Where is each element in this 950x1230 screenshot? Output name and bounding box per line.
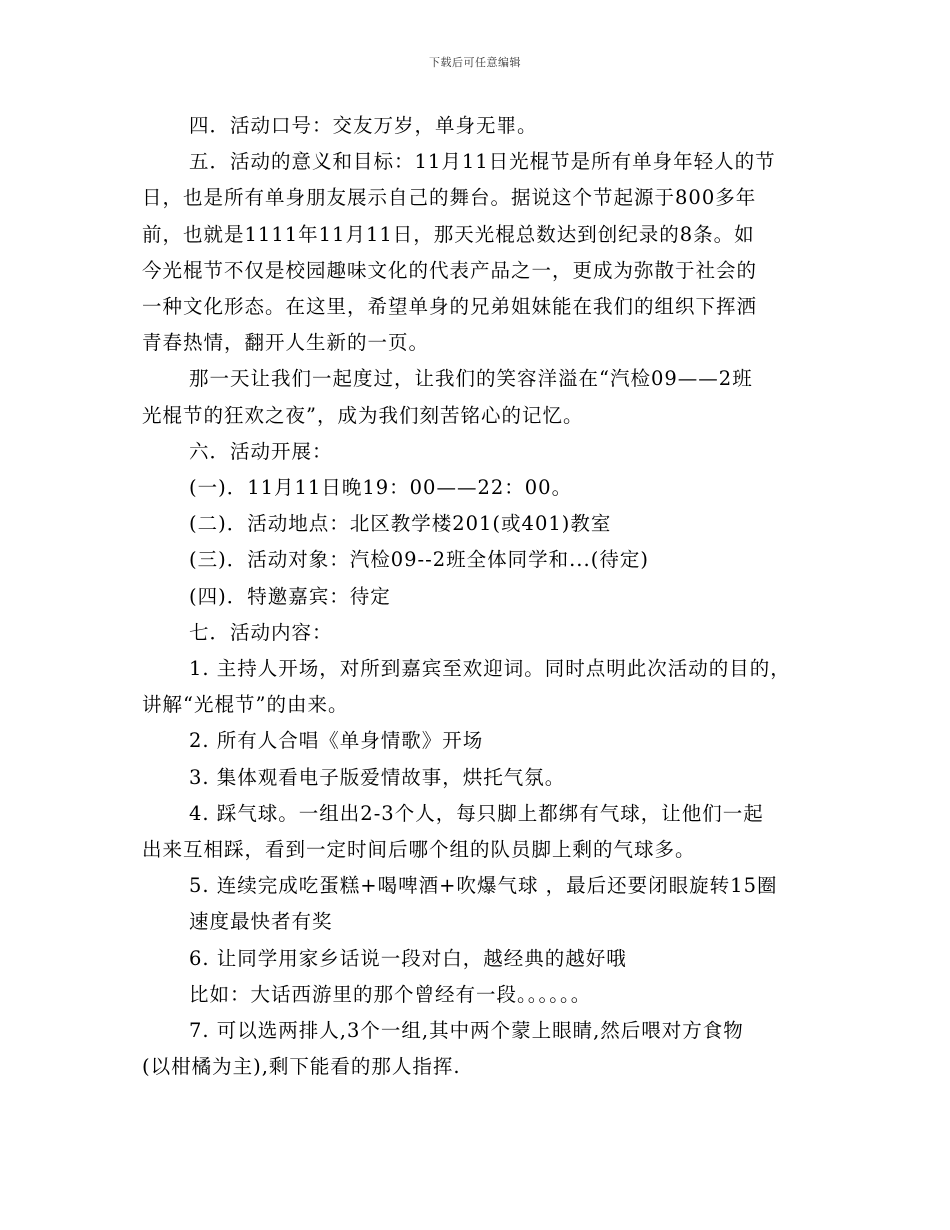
text-line: 今光棍节不仅是校园趣味文化的代表产品之一，更成为弥散于社会的 (142, 258, 758, 282)
text-line: 四．活动口号：交友万岁，单身无罪。 (189, 114, 538, 137)
text-line: (以柑橘为主),剩下能看的那人指挥. (142, 1055, 461, 1079)
text-line: 日，也是所有单身朋友展示自己的舞台。据说这个节起源于800多年 (142, 186, 757, 210)
text-line: (四)．特邀嘉宾：待定 (189, 584, 391, 608)
text-line: 前，也就是1111年11月11日，那天光棍总数达到创纪录的8条。如 (142, 222, 755, 246)
section-heading: 六．活动开展： (189, 439, 333, 463)
text-line: (二)．活动地点：北区教学楼201(或401)教室 (189, 512, 612, 536)
text-line: 比如：大话西游里的那个曾经有一段。。。。。。 (189, 982, 592, 1006)
text-line: 5. 连续完成吃蛋糕+喝啤酒+吹爆气球 ，最后还要闭眼旋转15圈 (189, 874, 778, 898)
section-heading: 七．活动内容： (189, 620, 333, 644)
text-line: 2. 所有人合唱《单身情歌》开场 (189, 729, 484, 753)
page-header: 下载后可任意编辑 (429, 56, 521, 69)
text-line: 速度最快者有奖 (189, 910, 333, 934)
text-line: 7. 可以选两排人,3个一组,其中两个蒙上眼睛,然后喂对方食物 (189, 1019, 744, 1043)
text-line: (一)．11月11日晚19：00——22：00。 (189, 476, 573, 500)
text-line: 那一天让我们一起度过，让我们的笑容洋溢在“汽检09——2班 (189, 367, 753, 391)
text-line: (三)．活动对象：汽检09--2班全体同学和...(待定) (189, 548, 649, 572)
text-line: 五．活动的意义和目标：11月11日光棍节是所有单身年轻人的节 (189, 150, 776, 174)
text-line: 1. 主持人开场，对所到嘉宾至欢迎词。同时点明此次活动的目的， (189, 657, 791, 681)
text-line: 一种文化形态。在这里，希望单身的兄弟姐妹能在我们的组织下挥洒 (142, 295, 758, 319)
text-line: 青春热情，翻开人生新的一页。 (142, 331, 430, 355)
document-body (142, 108, 822, 1085)
text-line: 讲解“光棍节”的由来。 (142, 693, 349, 717)
text-line: 光棍节的狂欢之夜”，成为我们刻苦铭心的记忆。 (142, 403, 584, 427)
text-line: 3. 集体观看电子版爱情故事，烘托气氛。 (189, 765, 566, 789)
text-line: 4. 踩气球。一组出2-3个人，每只脚上都绑有气球，让他们一起 (189, 801, 764, 825)
text-line: 6. 让同学用家乡话说一段对白，越经典的越好哦 (189, 946, 627, 970)
text-line: 出来互相踩，看到一定时间后哪个组的队员脚上剩的气球多。 (142, 838, 696, 862)
